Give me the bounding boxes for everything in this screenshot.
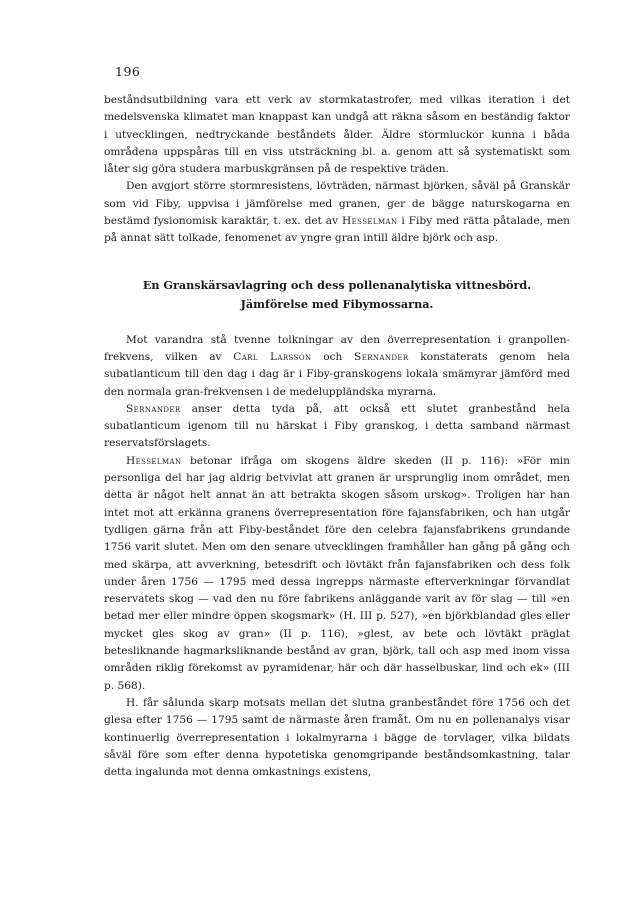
text-run: H. får sålunda skarp motsats mellan det slutna granbeståndet före 1756 och det glesa efter 1756 — 1795 samt de närmaste åren framåt. Om nu en pollenanalys visar kontinuerlig överrepresentation i lokalmyrarna i bägge de torvlager, vilka bildats såväl före som efter denna hypotetiska genomgripande beståndsomkastning, talar detta ingalunda mot denna omkastnings existens, (104, 696, 570, 779)
body-text (104, 92, 570, 781)
paragraph (104, 332, 570, 401)
author-name: Sernander (354, 350, 409, 363)
paragraphs-top (104, 92, 570, 248)
paragraph (104, 92, 570, 178)
text-run: i Fiby med rätta påtalade, men på annat sätt tolkade, fenomenet av yngre gran intill äldre björk och asp. (104, 215, 570, 245)
section-heading (104, 276, 570, 314)
text-run: Den avgjort större stormresistens, lövträden, närmast björken, såväl på Granskär som vid Fiby, uppvisa i jämförelse med granen, ger de bägge naturskogarna en bestämd fysionomisk karaktär, t. ex. det av (104, 180, 570, 228)
heading-line-1: En Granskärsavlagring och dess pollenanalytiska vittnesbörd. (142, 277, 532, 292)
paragraph (104, 695, 570, 781)
author-name: Hesselman (126, 454, 182, 467)
text-run: konstaterats genom hela subatlanticum till den dag i dag är i Fiby-granskogens lokala smämyrar jämförd med den normala gran-frekvensen i de medeluppländska myrarna. (104, 350, 570, 398)
author-name: Sernander (126, 402, 181, 415)
text-run: betonar ifråga om skogens äldre skeden (II p. 116): »För min personliga del har jag aldrig betvivlat att granen är ursprunglig inom området, men detta är något helt annat än att betrakta skogen såsom urskog». Troligen har han intet mot att erkänna granens överrepresentation före fajansfabriken, och han utgår tydligen gärna från att Fiby-beståndet före den celebra fajansfabrikens grundande 1756 varit slutet. Men om den senare utvecklingen framhåller han gång på gång och med skärpa, att avverkning, betesdrift och lövtäkt från fajansfabriken och dess folk under åren 1756 — 1795 med dessa ingrepps närmaste efterverkningar förvandlat reservatets skog — vad den nu före fabrikens anläggande varit av för slag — till »en betad mer eller mindre öppen skogsmark» (H. III p. 527), »en björkblandad gles eller mycket gles skog av gran» (II p. 116), »glest, av bete och lövtäkt präglat betesliknande hagmarksliknande bestånd av gran, björk, tall och asp med inom vissa områden riklig förekomst av pyramidenar, här och där hasselbuskar, lind och ek» (III p. 568). (104, 454, 570, 692)
text-run: Mot varandra stå tvenne tolkningar av den överrepresentation i granpollen-frekvens, vilken av (104, 333, 570, 363)
author-name: Carl Larsson (233, 350, 312, 363)
paragraph (104, 453, 570, 695)
text-run: beståndsutbildning vara ett verk av stormkatastrofer, med vilkas iteration i det medelsvenska klimatet man knappast kan undgå att räkna såsom en beständig faktor i utvecklingen, nedtryckande beståndets ålder. Äldre stormluckor kunna i båda områdena uppspåras till en viss utsträckning bl. a. genom att så systematiskt som låter sig göra studera marbuskgränsen på de respektive träden. (104, 94, 570, 176)
heading-line-2: Jämförelse med Fibymossarna. (240, 296, 434, 311)
author-name: Hesselman (341, 215, 398, 228)
text-run: anser detta tyda på, att också ett slutet granbestånd hela subatlanticum igenom till nu härskat i Fiby granskog, i detta samband närmast reservatsförslagets. (104, 402, 570, 450)
text-run: och (311, 350, 355, 363)
paragraph (104, 178, 570, 247)
paragraphs-bottom (104, 332, 570, 782)
page-number: 196 (115, 64, 141, 79)
paragraph (104, 401, 570, 453)
